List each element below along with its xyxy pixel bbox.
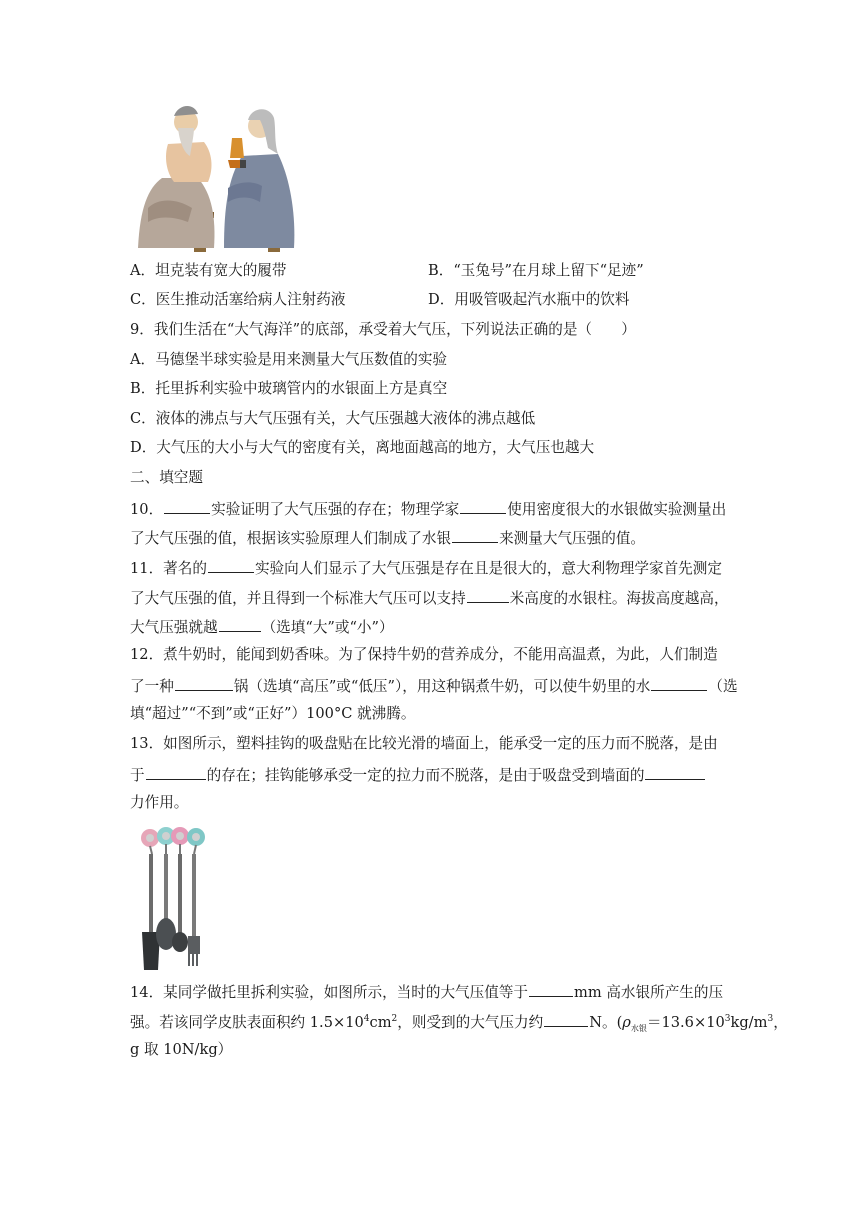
q10-blank-1[interactable] (164, 498, 210, 514)
q14-text: ＝13.6×10 (646, 1014, 725, 1031)
q11-text: 米高度的水银柱。海拔高度越高， (509, 590, 729, 607)
q13-text: 的存在；挂钩能够承受一定的拉力而不脱落，是由于吸盘受到墙面的 (206, 767, 645, 784)
suction-hooks-figure (134, 824, 216, 972)
q14-blank-1[interactable] (529, 981, 573, 997)
q9-option-c: C．液体的沸点与大气压强有关，大气压强越大液体的沸点越低 (130, 410, 536, 427)
q14-text: ， (773, 1014, 788, 1031)
q10-blank-2[interactable] (460, 498, 506, 514)
q14-text: kg/m (730, 1014, 768, 1031)
q8-option-b: B．“玉兔号”在月球上留下“足迹” (428, 262, 644, 279)
q14-exponent: 2 (391, 1014, 398, 1025)
q9-option-d: D．大气压的大小与大气的密度有关，离地面越高的地方，大气压也越大 (130, 439, 595, 456)
q11-text: 大气压强就越 (130, 619, 218, 636)
q13-line1: 13．如图所示，塑料挂钩的吸盘贴在比较光滑的墙面上，能承受一定的压力而不脱落，是由 (130, 735, 718, 752)
q14-blank-2[interactable] (544, 1011, 588, 1027)
section-title: 二、填空题 (130, 469, 203, 486)
q12-line3: 填“超过”“不到”或“正好”）100°C 就沸腾。 (130, 705, 416, 722)
q12-line2 (130, 675, 738, 697)
q14-text: 强。若该同学皮肤表面积约 1.5×10 (130, 1014, 364, 1031)
q13-line3: 力作用。 (130, 794, 189, 811)
rho-subscript: 水银 (630, 1023, 647, 1033)
q11-blank-2[interactable] (467, 587, 509, 603)
q14-text: cm (369, 1014, 392, 1031)
q12-text: （选 (708, 678, 738, 695)
q10-text: 了大气压强的值，根据该实验原理人们制成了水银 (130, 530, 452, 547)
q13-blank-1[interactable] (146, 764, 206, 780)
q13-text: 于 (130, 767, 145, 784)
q8-option-c: C．医生推动活塞给病人注射药液 (130, 291, 346, 308)
q10-text: 使用密度很大的水银做实验测量出 (507, 501, 727, 518)
q14-exponent: 3 (767, 1014, 774, 1025)
q10-text: 10． (130, 501, 164, 518)
q11-line3 (130, 616, 394, 638)
q12-line1: 12．煮牛奶时，能闻到奶香味。为了保持牛奶的营养成分，不能用高温煮，为此，人们制造 (130, 646, 718, 663)
q14-line2 (130, 1011, 788, 1033)
q11-blank-3[interactable] (219, 616, 261, 632)
q14-text: mm 高水银所产生的压 (574, 984, 724, 1001)
q11-line1 (130, 557, 722, 579)
q10-line2 (130, 527, 645, 549)
q10-text: 实验证明了大气压强的存在；物理学家 (211, 501, 460, 518)
q11-text: 11．著名的 (130, 560, 207, 577)
q14-text: N。( (589, 1014, 623, 1031)
cupping-illustration (128, 98, 298, 254)
q12-text: 了一种 (130, 678, 174, 695)
q11-text: 了大气压强的值，并且得到一个标准大气压可以支持 (130, 590, 466, 607)
rho-symbol: ρ (622, 1014, 631, 1031)
q12-text: 锅（选填“高压”或“低压”），用这种锅煮牛奶，可以使牛奶里的水 (233, 678, 651, 695)
q13-line2 (130, 764, 706, 786)
q12-blank-2[interactable] (651, 675, 707, 691)
q10-blank-3[interactable] (452, 527, 498, 543)
q10-line1 (130, 498, 726, 520)
q9-option-b: B．托里拆利实验中玻璃管内的水银面上方是真空 (130, 380, 448, 397)
q14-exponent: 4 (363, 1014, 370, 1025)
q11-blank-1[interactable] (208, 557, 254, 573)
q8-option-a: A．坦克装有宽大的履带 (130, 262, 287, 279)
q14-text: ，则受到的大气压力约 (397, 1014, 544, 1031)
q11-line2 (130, 587, 729, 609)
q12-blank-1[interactable] (175, 675, 233, 691)
q13-blank-2[interactable] (645, 764, 705, 780)
q8-option-d: D．用吸管吸起汽水瓶中的饮料 (428, 291, 630, 308)
q14-line3: g 取 10N/kg） (130, 1041, 233, 1058)
q10-text: 来测量大气压强的值。 (499, 530, 646, 547)
q9-stem: 9．我们生活在“大气海洋”的底部，承受着大气压，下列说法正确的是（ ） (130, 321, 636, 338)
q14-line1 (130, 981, 723, 1003)
q14-text: 14．某同学做托里拆利实验，如图所示，当时的大气压值等于 (130, 984, 529, 1001)
q9-option-a: A．马德堡半球实验是用来测量大气压数值的实验 (130, 351, 448, 368)
q11-text: （选填“大”或“小”） (261, 619, 394, 636)
q14-exponent: 3 (724, 1014, 731, 1025)
q11-text: 实验向人们显示了大气压强是存在且是很大的，意大利物理学家首先测定 (254, 560, 722, 577)
